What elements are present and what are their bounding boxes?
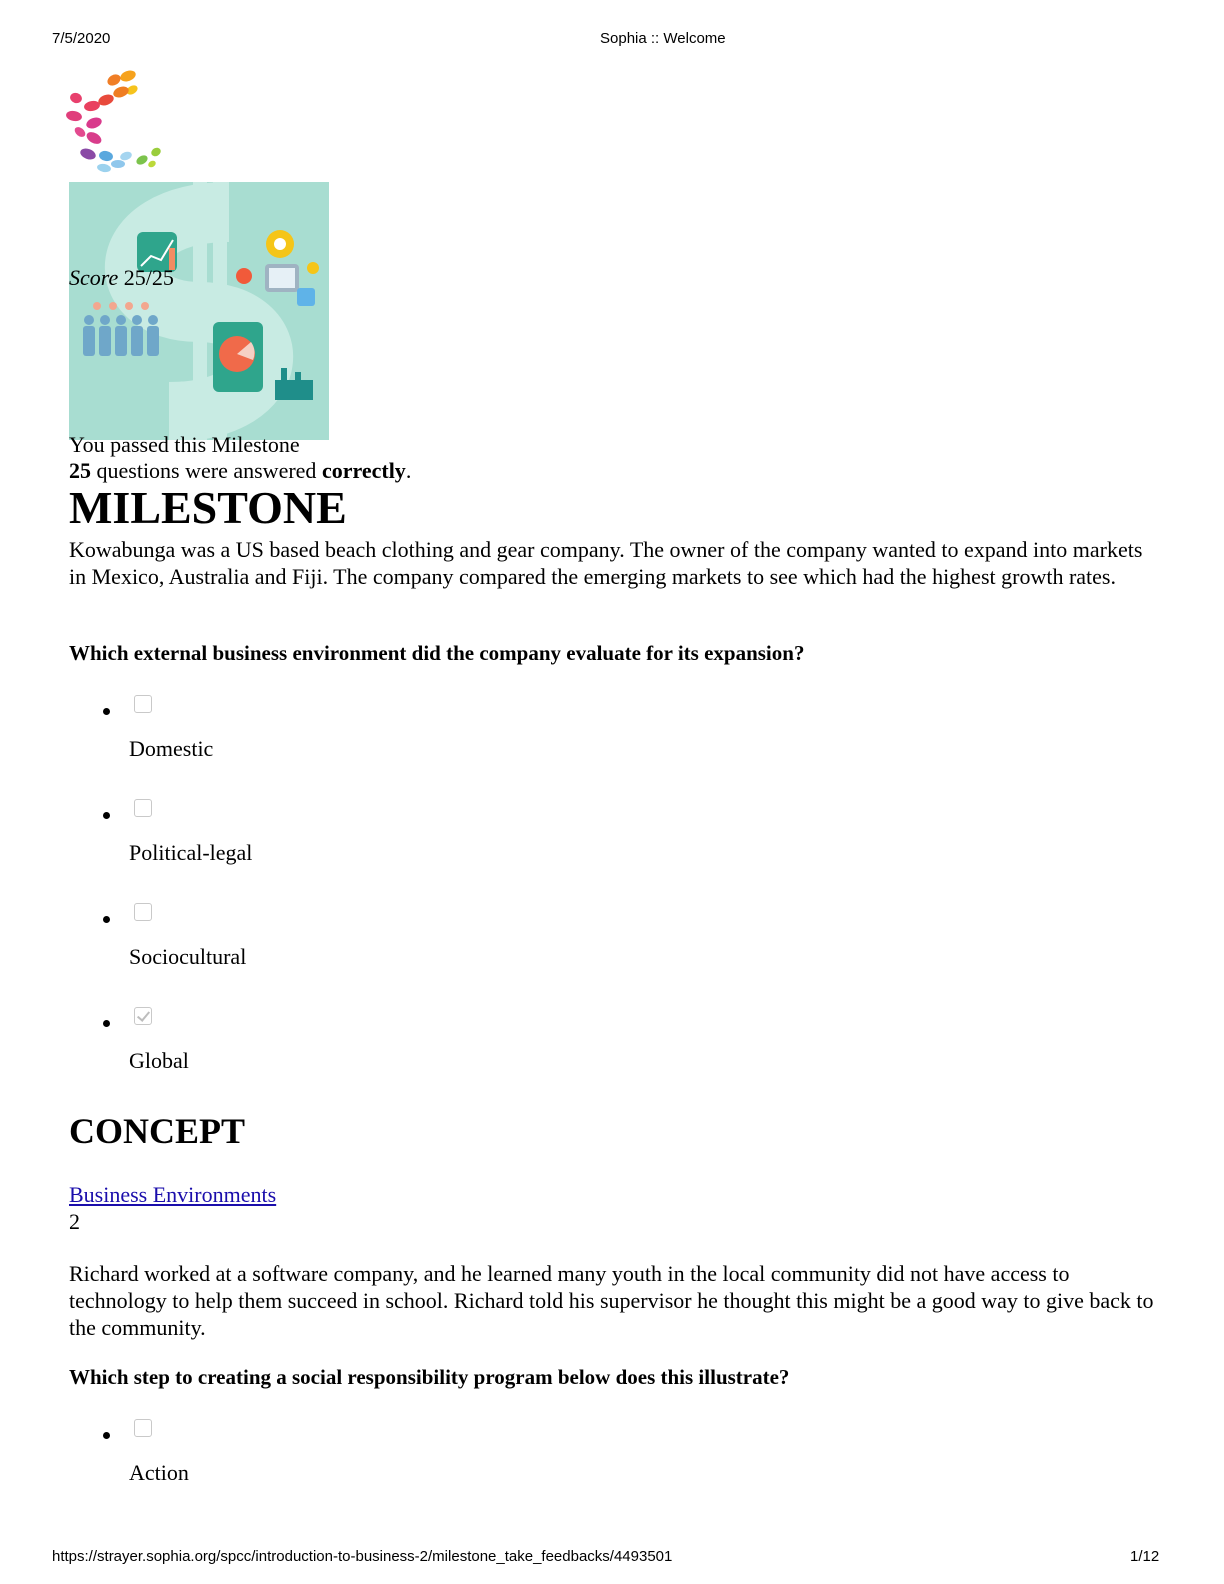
correct-end: . (405, 458, 412, 483)
option-label: Domestic (129, 736, 214, 761)
milestone-heading: MILESTONE (69, 482, 347, 533)
bullet (103, 1432, 110, 1439)
question-2-number: 2 (69, 1209, 80, 1234)
bullet (103, 1020, 110, 1027)
option-label: Political-legal (129, 840, 253, 865)
option-checkbox[interactable] (134, 1419, 152, 1437)
page-number: 1/12 (1130, 1548, 1160, 1565)
correct-word: correctly (321, 458, 406, 483)
question-1-prompt: Which external business environment did the company evaluate for its expansion? (69, 641, 805, 665)
bullet (103, 708, 110, 715)
passed-message: You passed this Milestone (69, 432, 300, 457)
option-checkbox[interactable] (134, 695, 152, 713)
option-global[interactable] (100, 1016, 600, 1116)
option-sociocultural[interactable] (100, 912, 600, 1012)
option-domestic[interactable] (100, 704, 600, 804)
milestone-illustration (69, 182, 329, 440)
result-summary (69, 432, 411, 484)
score-label: Score (69, 265, 119, 290)
print-url: https://strayer.sophia.org/spcc/introduction-to-business-2/milestone_take_feedbacks/4493501 (52, 1548, 673, 1565)
option-label: Sociocultural (129, 944, 247, 969)
question-1-passage: Kowabunga was a US based beach clothing and gear company. The owner of the company wanted to expand into markets in Mexico, Australia and Fiji. The company compared the emerging markets to see which had the highest growth rates. (69, 537, 1143, 589)
bullet (103, 916, 110, 923)
score-display (69, 265, 174, 291)
option-checkbox-checked[interactable] (134, 1007, 152, 1025)
print-title: Sophia :: Welcome (600, 30, 726, 47)
correct-summary (69, 458, 411, 484)
option-action[interactable] (100, 1428, 600, 1508)
question-2-prompt: Which step to creating a social responsibility program below does this illustrate? (69, 1365, 790, 1389)
bullet (103, 812, 110, 819)
concept-heading: CONCEPT (69, 1111, 246, 1151)
option-checkbox[interactable] (134, 799, 152, 817)
sophia-logo-icon (66, 68, 170, 178)
option-label: Action (129, 1460, 189, 1485)
correct-mid: questions were answered (96, 458, 317, 483)
print-date: 7/5/2020 (52, 30, 111, 47)
score-value: 25/25 (123, 265, 174, 290)
correct-count: 25 (69, 458, 91, 483)
question-2-passage: Richard worked at a software company, and he learned many youth in the local community did not have access to technology to help them succeed in school. Richard told his supervisor he thought this might be a good way to give back to the community. (69, 1261, 1154, 1340)
concept-link[interactable]: Business Environments (69, 1182, 277, 1207)
option-checkbox[interactable] (134, 903, 152, 921)
option-label: Global (129, 1048, 189, 1073)
option-political-legal[interactable] (100, 808, 600, 908)
